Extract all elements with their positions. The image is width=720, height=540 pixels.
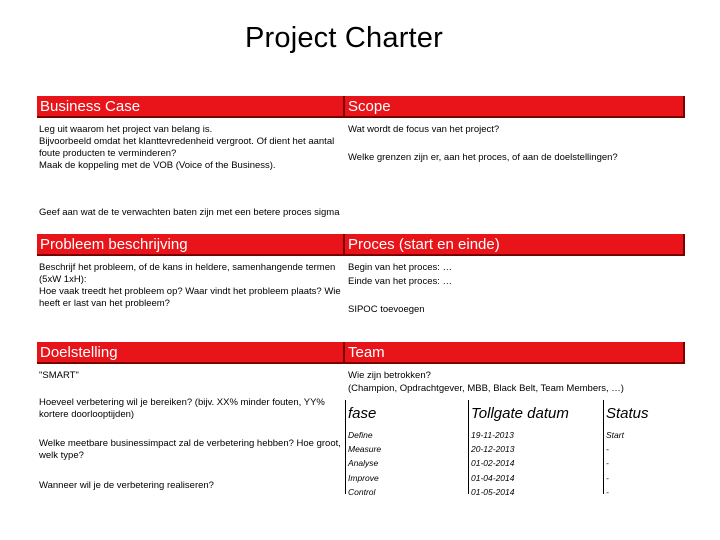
table-divider [468,400,469,494]
process-start-text: Begin van het proces: … [348,262,453,273]
table-cell: Control [348,486,376,497]
business-case-text: Leg uit waarom het project van belang is. Bijvoorbeeld omdat het klanttevredenheid vergroot. Of dient het aantal foute producten te verminderen? Maak de koppeling met de VOB (Voice of the Business). [39,124,335,171]
goal-impact-text: Welke meetbare businessimpact zal de verbetering hebben? Hoe groot, welk type? [39,438,341,461]
table-divider [603,400,604,494]
process-end-text: Einde van het proces: … [348,276,453,287]
tollgate-date-column [471,428,514,499]
table-cell: - [606,472,609,483]
table-cell: 01-04-2014 [471,472,515,483]
table-cell: - [606,458,609,469]
table-cell: 01-02-2014 [471,458,515,469]
business-case-header: Business Case [37,96,345,118]
process-header: Proces (start en einde) [345,234,685,256]
table-cell: Define [348,430,373,440]
goal-smart-text: "SMART" [39,370,79,381]
goal-improvement-text: Hoeveel verbetering wil je bereiken? (bijv. XX% minder fouten, YY% kortere doorlooptijden) [39,397,325,420]
table-divider [345,400,346,494]
tollgate-status-header: Status [606,405,649,422]
table-cell: 01-05-2014 [471,486,515,497]
table-cell: Improve [348,472,379,483]
tollgate-date-header: Tollgate datum [471,405,569,422]
scope-focus-text: Wat wordt de focus van het project? [348,124,500,135]
goal-header: Doelstelling [37,342,345,364]
business-case-benefits-text: Geef aan wat de te verwachten baten zijn met een betere proces sigma [39,207,340,218]
table-cell: Start [606,430,624,440]
tollgate-phase-header: fase [348,405,377,422]
scope-header: Scope [345,96,685,118]
table-cell: - [606,444,609,455]
table-cell: 19-11-2013 [471,430,514,440]
goal-timing-text: Wanneer wil je de verbetering realiseren? [39,480,214,491]
team-header: Team [345,342,685,364]
table-cell: Measure [348,444,382,455]
process-sipoc-text: SIPOC toevoegen [348,304,425,315]
page-title: Project Charter [244,22,443,54]
table-cell: - [606,486,609,497]
scope-boundaries-text: Welke grenzen zijn er, aan het proces, of aan de doelstellingen? [348,152,618,163]
problem-text: Beschrijf het probleem, of de kans in heldere, samenhangende termen (5xW 1xH): Hoe vaak treedt het probleem op? Waar vindt het probleem plaats? Wie heeft er last van het probleem? [39,262,341,309]
table-cell: 20-12-2013 [471,444,515,455]
table-cell: Analyse [348,458,379,469]
tollgate-status-column [606,428,624,499]
problem-header: Probleem beschrijving [37,234,345,256]
tollgate-phase-column [348,428,381,499]
team-roles-text: (Champion, Opdrachtgever, MBB, Black Belt, Team Members, …) [348,383,624,394]
team-involved-text: Wie zijn betrokken? [348,370,431,381]
